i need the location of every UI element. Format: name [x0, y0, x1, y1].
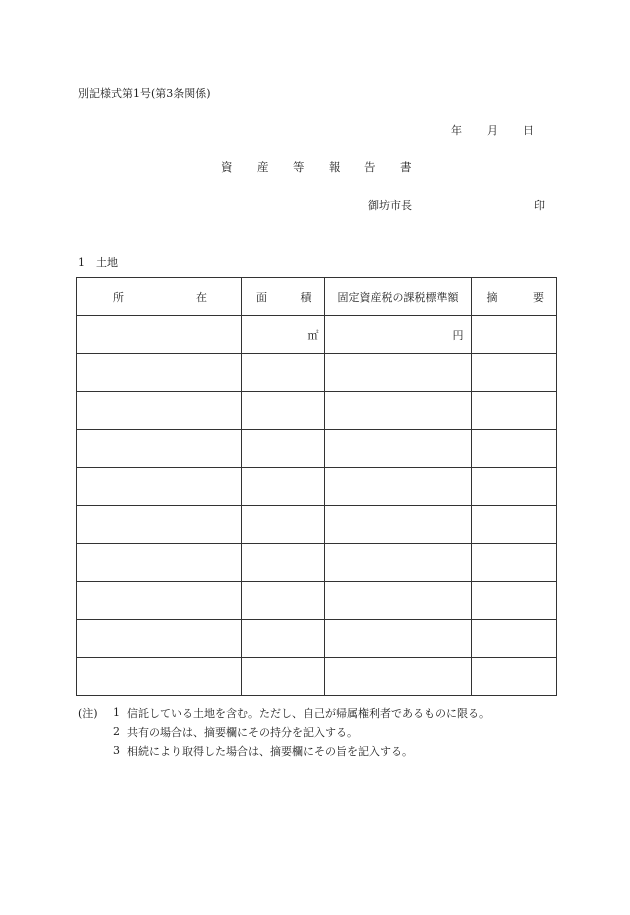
location-cell[interactable]: [77, 430, 242, 468]
header-remarks: [472, 278, 557, 316]
area-cell[interactable]: [242, 544, 325, 582]
note-item: [78, 741, 490, 760]
location-cell[interactable]: [77, 544, 242, 582]
remarks-cell[interactable]: [472, 392, 557, 430]
notes-label: (注): [78, 706, 98, 720]
table-header-row: [77, 278, 557, 316]
header-location-char: 在: [196, 290, 208, 304]
table-row: [77, 316, 557, 354]
addressee: 御坊市長: [368, 199, 412, 212]
note-text: 信託している土地を含む。ただし、自己が帰属権利者であるものに限る。: [127, 706, 490, 720]
header-area-char: 積: [300, 290, 312, 304]
remarks-cell[interactable]: [472, 658, 557, 696]
valuation-cell[interactable]: [324, 582, 472, 620]
location-cell[interactable]: [77, 316, 242, 354]
location-cell[interactable]: [77, 582, 242, 620]
location-cell[interactable]: [77, 468, 242, 506]
title-char: 産: [257, 160, 269, 174]
header-location-char: 所: [113, 290, 124, 304]
table-row: [77, 468, 557, 506]
note-number: 2: [113, 725, 120, 738]
remarks-cell[interactable]: [472, 620, 557, 658]
form-number: 別記様式第1号(第3条関係): [78, 87, 211, 100]
area-cell[interactable]: [242, 506, 325, 544]
seal-mark: 印: [534, 199, 545, 212]
location-cell[interactable]: [77, 658, 242, 696]
remarks-cell[interactable]: [472, 316, 557, 354]
table-row: [77, 658, 557, 696]
table-row: [77, 582, 557, 620]
valuation-cell[interactable]: [324, 544, 472, 582]
valuation-cell[interactable]: [324, 658, 472, 696]
title-char: 等: [293, 160, 305, 174]
notes-section: [78, 703, 490, 760]
table-row: [77, 620, 557, 658]
area-cell[interactable]: [242, 468, 325, 506]
note-item: [78, 703, 490, 722]
note-text: 共有の場合は、摘要欄にその持分を記入する。: [127, 725, 358, 739]
note-item: [78, 722, 490, 741]
header-area-char: 面: [256, 290, 268, 304]
title-char: 報: [329, 160, 341, 174]
area-cell[interactable]: [242, 620, 325, 658]
table-row: [77, 430, 557, 468]
valuation-cell[interactable]: [324, 354, 472, 392]
remarks-cell[interactable]: [472, 582, 557, 620]
area-cell[interactable]: [242, 430, 325, 468]
area-cell[interactable]: [242, 354, 325, 392]
note-number: 1: [113, 706, 120, 719]
location-cell[interactable]: [77, 354, 242, 392]
valuation-cell[interactable]: [324, 468, 472, 506]
remarks-cell[interactable]: [472, 354, 557, 392]
remarks-cell[interactable]: [472, 544, 557, 582]
area-unit[interactable]: ㎡: [242, 316, 325, 354]
location-cell[interactable]: [77, 620, 242, 658]
table-row: [77, 354, 557, 392]
table-row: [77, 544, 557, 582]
area-cell[interactable]: [242, 392, 325, 430]
header-remarks-char: 要: [533, 290, 544, 304]
header-area: [242, 278, 325, 316]
location-cell[interactable]: [77, 392, 242, 430]
area-cell[interactable]: [242, 658, 325, 696]
land-table: [76, 277, 557, 696]
valuation-cell[interactable]: [324, 506, 472, 544]
table-row: [77, 392, 557, 430]
header-remarks-char: 摘: [486, 290, 498, 304]
title-char: 告: [364, 160, 376, 174]
remarks-cell[interactable]: [472, 506, 557, 544]
title-char: 書: [400, 160, 412, 174]
title-char: 資: [221, 160, 233, 174]
section-heading: 1 土地: [78, 256, 118, 269]
header-valuation: 固定資産税の課税標準額: [324, 278, 472, 316]
valuation-unit[interactable]: 円: [324, 316, 472, 354]
valuation-cell[interactable]: [324, 392, 472, 430]
valuation-cell[interactable]: [324, 430, 472, 468]
note-number: 3: [113, 744, 120, 757]
remarks-cell[interactable]: [472, 430, 557, 468]
location-cell[interactable]: [77, 506, 242, 544]
valuation-cell[interactable]: [324, 620, 472, 658]
note-text: 相続により取得した場合は、摘要欄にその旨を記入する。: [127, 744, 413, 758]
remarks-cell[interactable]: [472, 468, 557, 506]
area-cell[interactable]: [242, 582, 325, 620]
table-row: [77, 506, 557, 544]
header-location: [77, 278, 242, 316]
